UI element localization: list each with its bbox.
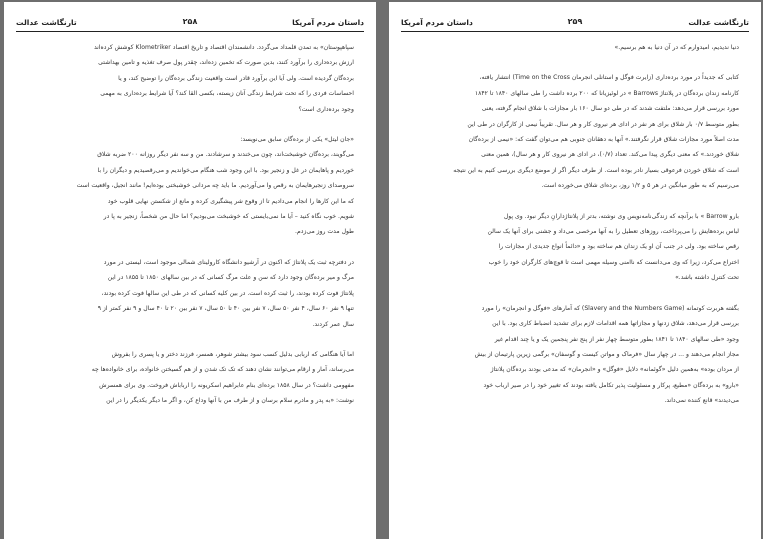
text-line: سپاهپوستان» به تمدن قلمداد می‌گردد. دانشمندان اقتصاد و تاریخ اقتصاد Klometriker کوشش کرده‌اند	[93, 44, 354, 51]
text-line: بگفته هربرت کوتمانه (Slavery and the Numbers Game) که آمارهای «فوگل و انجرمان» را مورد	[481, 304, 739, 312]
text-line: وجود «طی سالهای ۱۸۴۰ تا ۱۸۴۱ بطور متوسط چهار نفر از پنج نفر پنجمین یک و یا چند اقدام غیر	[494, 335, 739, 343]
paragraph	[26, 40, 354, 117]
page-body	[26, 40, 354, 529]
page-header	[16, 16, 364, 32]
paragraph	[26, 132, 354, 240]
text-line: شلاق خوردند.» که معنی دیگری پیدا می‌کند. تعداد (۰/۷)، در ادای هر نیروی کار و هر سال)، همین معنی	[481, 151, 739, 159]
paragraph	[26, 347, 354, 409]
text-line: دنیا ندیدیم، امیدوارم که در آن دنیا به هم برسیم.»	[614, 44, 739, 51]
text-line: طول مدت روز می‌زدم.	[295, 228, 354, 236]
paragraph	[26, 255, 354, 332]
text-line: مجاز انجام می‌دهند و ... در چهار سال «فرماک و مواتن کیست و گوسفان» برگمی زیرین پارتیمان از بیش	[474, 350, 739, 358]
header-site-name: تارنگاشت عدالت	[16, 18, 77, 27]
text-line: برده‌گان گردیده است. ولی آیا این برآورد قادر است واقعیت زندگی برده‌گان را توضیح کند، و یا	[118, 74, 354, 82]
text-line: وجود برده‌داری است؟	[298, 105, 354, 113]
page-number: ۲۵۹	[567, 17, 583, 26]
header-book-title: داستان مردم آمریکا	[292, 18, 364, 27]
text-line: از مردان بوده» به‌همین دلیل «گوئمانه» دلایل «فوگل» و «انجرمان» که مدعی بودند برده‌گان پلانتاژ	[490, 366, 739, 374]
left-page	[4, 2, 376, 539]
page-number: ۲۵۸	[182, 17, 198, 26]
right-page	[389, 2, 761, 539]
text-line: می‌رساند، آمار و ارقام می‌توانند نشان دهند که تک تک شدن و از هم گسیختن خانواده، برای خانواده‌ها چه	[91, 366, 354, 374]
paragraph	[411, 40, 739, 55]
text-line: تحت کنترل داشته باشد.»	[675, 274, 739, 282]
text-line: «جان لیتل» یکی از برده‌گان سابق می‌نویسد:	[240, 136, 354, 144]
header-site-name: تارنگاشت عدالت	[688, 18, 749, 27]
paragraph	[411, 70, 739, 193]
text-line: می‌دیدند» قانع کننده نمی‌داند.	[664, 397, 739, 405]
text-line: است که شلاق خوردن فرعوقی بسیار نادر بوده است. از طرف دیگر اگر از موضع دیگری بررسی کنیم به این نتیجه	[453, 166, 739, 174]
text-line: ارزش برده‌داری را برآورد کنند، بدین صورت که تخمین زده‌اند، چقدر پول صرف تغذیه و تامین بهداشتی	[98, 59, 354, 67]
text-line: اختراع می‌کرد، زیرا که وی می‌دانست که ناامنی وسیله مهمی است تا قوچ‌های کارگران خود را خوب	[488, 258, 739, 266]
text-line: بارو Barrow » با برآنچه که زندگی‌نامه‌نویس وی نوشته، بدتر از پلانتاژدارانِ دیگر نبود. وی پول	[503, 212, 739, 220]
paragraph	[411, 209, 739, 286]
paragraph	[411, 301, 739, 409]
text-line: رقص ساخته بود. ولی در جنب آن او یک زندان هم ساخته بود و «دائماً انواع جدیدی از مجازات را	[498, 243, 739, 251]
text-line: می‌گویند، برده‌گان خوشبخت‌اند، چون می‌خندند و سرشادند. من و سه نفر دیگر روزانه ۲۰۰ ضربه شلاق	[97, 151, 354, 159]
text-line: کتابی که جدیداً در مورد برده‌داری (زایرت فوگل و استانلی انجرمان Time on the Cross) انتشار یافته،	[479, 74, 739, 82]
text-line: اما آیا هنگامی که اربابی بدلیل کسب سود بیشتر شوهر، همسر، فرزند دختر و یا پسری را بفروش	[111, 350, 354, 358]
text-line: کارنامه زندان برده‌گان در پلانتاژ Barrows » در لوئیزیانا که ۲۰۰ برده داشت را طی سالهای ۱۸۴۰ تا ۱۸۴۲	[474, 89, 739, 97]
page-header	[401, 16, 749, 32]
text-line: مفهومی داشت؟ در سال ۱۸۵۸ برده‌ای بنام عابراهیم اسکریونه را ارباباش فروخت. وی برای همسرش	[99, 381, 354, 389]
text-line: مدت اصلاً مورد مجازات شلاق قرار نگرفتند.» آنها به دهقانان جنوبی هم می‌توان گفت که: «نیمی از برده‌گان	[468, 136, 739, 144]
text-line: پلانتاژ فوت کرده بودند، را ثبت کرده است. در بین کلیه کسانی که در طی این سالها فوت کرده بودند،	[101, 289, 354, 297]
page-body	[411, 40, 739, 529]
text-line: که ما این کارها را انجام می‌دادیم تا از وقوع شر پیشگیری کرده و مانع از شکستن نهایی قلوب خود	[107, 197, 354, 205]
text-line: سروصدای زنجیرهایمان به رقص وا می‌آوردیم. ما باید چه مردانی خوشبختی بوده‌ایم! مانند انجیل، واقعیت است	[76, 182, 354, 190]
text-line: لباس برده‌هایش را می‌پرداخت، روزهای تعطیل را به آنها مرخصی می‌داد و جشنی برای آنها یک سالن	[487, 228, 739, 236]
text-line: بطور متوسط ۰/۷ بار شلاق برای هر نفر در ادای هر نیروی کار و هر سال. تقریباً نیمی از کارگران در طی این	[467, 120, 739, 128]
text-line: تنها ۹ نفر ۶۰ سال، ۴ نفر ۵۰ سال، ۷ نفر بین ۴۰ تا ۵۰ سال، ۷ نفر بین ۲۰ تا ۴۰ سال و ۹ نفر کمتر از ۹	[97, 305, 354, 313]
text-line: نوشت: «به پدر و مادرم سلام برسان و از طرف من با آنها وداع کن، و اگر ما دیگر یکدیگر را در این	[106, 397, 354, 405]
text-line: در دفترچه ثبت یک پلانتاژ که اکنون در آرشیو دانشگاه کارولینای شمالی موجود است، لیستی در مورد	[103, 258, 354, 266]
text-line: بررسی قرار می‌دهد، شلاق زدنها و مجازاتها همه اقدامات لازم برای تشدید انضباط کاری بود. با این	[492, 320, 739, 328]
header-book-title: داستان مردم آمریکا	[401, 18, 473, 27]
text-line: مورد بررسی قرار می‌دهد: ملتفت شدند که در طی دو سال ۱۶۰ بار مجازات با شلاق انجام گرفته، یعنی	[481, 105, 739, 113]
text-line: «بارو» به برده‌گان «مطیع، پرکار و مسئولیت پذیر تکامل یافته بودند که تغییر خود را در صیر ارباب خود	[483, 381, 739, 389]
text-line: خوردیم و پاهایمان در غل و زنجیر بود. با این وجود شب هنگام می‌خواندیم و می‌رقصیدیم و دیگران را با	[97, 166, 354, 174]
text-line: مرگ و میر برده‌گان وجود دارد که سن و علت مرگ کسانی که در بین سالهای ۱۸۵۰ تا ۱۸۵۵ در این	[107, 274, 354, 282]
text-line: می‌رسیم که به طور میانگین در هر ۵ و ۱/۲ روز، برده‌ای شلاق می‌خورده است.	[541, 182, 739, 190]
text-line: سال عمر کردند.	[312, 320, 354, 328]
text-line: احساسات فردی را که تحت شرایط زندگی آنان زیسته، بکسی القا کند؟ آیا شرایط برده‌داری به مهمی	[100, 90, 354, 98]
text-line: شویم. خوب نگاه کنید – آیا ما نمی‌بایستی که خوشبخت می‌بودیم؟ اما حال من شخصاً، زنجیر به پا در	[103, 213, 354, 221]
